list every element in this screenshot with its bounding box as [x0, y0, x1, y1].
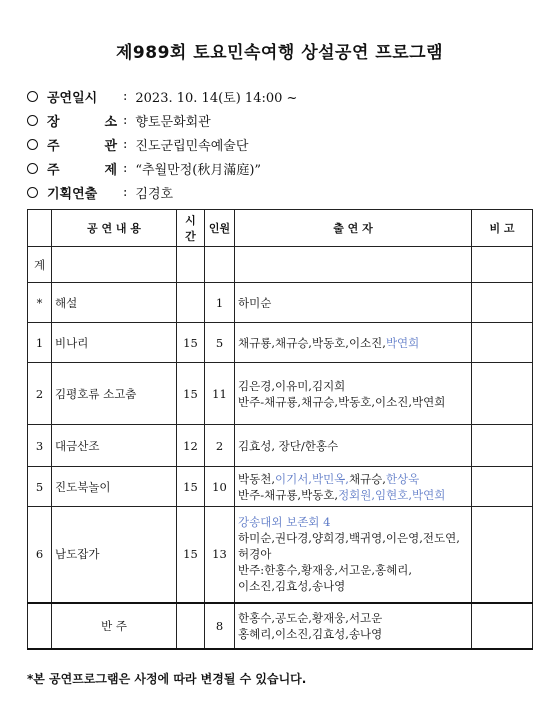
performer-names: 하미순: [238, 295, 272, 310]
cell-note: [472, 247, 533, 283]
cell-performers: [235, 363, 472, 425]
info-label: 장 소: [47, 114, 117, 130]
performer-names: 김은경,이유미,김지희: [238, 378, 346, 393]
info-value: 2023. 10. 14(토) 14:00 ~: [135, 90, 298, 106]
cell-content: 대금산조: [52, 425, 177, 467]
event-info: [27, 84, 297, 204]
cell-performers: [235, 247, 472, 283]
table-row: [28, 467, 533, 507]
cell-no: 계: [28, 247, 52, 283]
header-performers: 출 연 자: [235, 210, 472, 247]
header-people: 인원: [205, 210, 235, 247]
cell-no: 1: [28, 323, 52, 363]
cell-time: [177, 283, 205, 323]
page-title: 제989회 토요민속여행 상설공연 프로그램: [116, 43, 443, 63]
cell-content: 비나리: [52, 323, 177, 363]
cell-content: 해설: [52, 283, 177, 323]
performer-line: [238, 378, 468, 394]
cell-people: 2: [205, 425, 235, 467]
cell-no: 3: [28, 425, 52, 467]
performer-names: 채규룡,채규승,박동호,이소진,: [238, 335, 386, 350]
cell-note: [472, 425, 533, 467]
performer-names: 허경아: [238, 547, 272, 562]
info-row-director: 기획연출 : 김경호: [27, 180, 297, 204]
performer-line: [238, 626, 468, 642]
performer-names: 박연희: [385, 335, 420, 350]
performer-names: 박동천,: [238, 471, 275, 486]
performer-line: [238, 578, 468, 594]
performer-line: [238, 471, 468, 487]
cell-people: 10: [205, 467, 235, 507]
performer-names: 반주-채규룡,박동호,: [238, 487, 339, 502]
cell-no: 2: [28, 363, 52, 425]
cell-no: 6: [28, 507, 52, 603]
table-row: [28, 363, 533, 425]
performer-names: 반주:한홍수,황재웅,서고운,홍혜리,: [238, 563, 413, 578]
info-row-organizer: 주 관 : 진도군립민속예술단: [27, 132, 297, 156]
info-value: 김경호: [135, 186, 174, 202]
info-value: 진도군립민속예술단: [135, 138, 249, 154]
circle-bullet-icon: [27, 115, 38, 126]
cell-time: 15: [177, 507, 205, 603]
cell-people: [205, 247, 235, 283]
header-no: [28, 210, 52, 247]
cell-performers: [235, 323, 472, 363]
cell-note: [472, 467, 533, 507]
performer-line: [238, 546, 468, 562]
info-label: 주 제: [47, 162, 117, 178]
cell-time: 15: [177, 467, 205, 507]
cell-note: [472, 323, 533, 363]
header-note: 비 고: [472, 210, 533, 247]
info-label: 기획연출: [47, 186, 98, 202]
performer-names: 이기서,박민옥,: [274, 471, 349, 486]
header-time: 시간: [177, 210, 205, 247]
performer-line: [238, 394, 468, 410]
info-row-theme: 주 제 : “추월만정(秋月滿庭)”: [27, 156, 297, 180]
performer-names: 한홍수,공도순,황재웅,서고운: [238, 610, 383, 625]
info-row-datetime: 공연일시 : 2023. 10. 14(토) 14:00 ~: [27, 84, 297, 108]
cell-performers: [235, 467, 472, 507]
performer-names: 한상욱: [385, 471, 420, 486]
table-row: [28, 507, 533, 603]
circle-bullet-icon: [27, 163, 38, 174]
performer-line: [238, 295, 468, 311]
performer-names: 이소진,김효성,송나영: [238, 579, 346, 594]
cell-no: [28, 603, 52, 649]
performer-names: 홍혜리,이소진,김효성,송나영: [238, 626, 383, 641]
cell-time: [177, 603, 205, 649]
info-label: 주 관: [47, 138, 117, 154]
info-label: 공연일시: [47, 90, 98, 106]
performer-line: [238, 610, 468, 626]
info-row-venue: 장 소 : 향토문화회관: [27, 108, 297, 132]
performer-line: [238, 514, 468, 530]
cell-note: [472, 363, 533, 425]
performer-line: [238, 335, 468, 351]
performer-names: 김효성, 장단/한홍수: [238, 438, 339, 453]
cell-people: 1: [205, 283, 235, 323]
cell-no: *: [28, 283, 52, 323]
table-row: [28, 425, 533, 467]
cell-people: 8: [205, 603, 235, 649]
footnote: *본 공연프로그램은 사정에 따라 변경될 수 있습니다.: [27, 672, 307, 686]
cell-content: 남도잡가: [52, 507, 177, 603]
cell-time: 15: [177, 363, 205, 425]
cell-performers: [235, 507, 472, 603]
table-row: [28, 603, 533, 649]
circle-bullet-icon: [27, 91, 38, 102]
performer-line: [238, 487, 468, 503]
performer-names: 강송대외 보존회 4: [238, 515, 331, 530]
performer-line: [238, 562, 468, 578]
cell-content: 반 주: [52, 603, 177, 649]
table-row: [28, 247, 533, 283]
cell-content: 김평호류 소고춤: [52, 363, 177, 425]
cell-performers: [235, 283, 472, 323]
cell-note: [472, 603, 533, 649]
cell-people: 11: [205, 363, 235, 425]
performer-names: 채규승,: [348, 471, 386, 486]
performer-names: 반주-채규룡,채규승,박동호,이소진,박연희: [238, 394, 446, 409]
cell-time: 12: [177, 425, 205, 467]
circle-bullet-icon: [27, 139, 38, 150]
performer-names: 정회원,임현호,박연희: [338, 487, 446, 502]
table-header-row: [28, 210, 533, 247]
cell-content: 진도북놀이: [52, 467, 177, 507]
cell-time: 15: [177, 323, 205, 363]
performer-names: 하미순,권다경,양희경,백귀영,이은영,전도연,: [238, 531, 460, 546]
cell-people: 5: [205, 323, 235, 363]
cell-note: [472, 507, 533, 603]
info-value: 향토문화회관: [135, 114, 211, 130]
cell-content: [52, 247, 177, 283]
cell-performers: [235, 425, 472, 467]
cell-performers: [235, 603, 472, 649]
table-row: [28, 323, 533, 363]
header-content: 공 연 내 용: [52, 210, 177, 247]
cell-time: [177, 247, 205, 283]
performer-line: [238, 438, 468, 454]
cell-note: [472, 283, 533, 323]
circle-bullet-icon: [27, 187, 38, 198]
info-value: “추월만정(秋月滿庭)”: [135, 162, 262, 178]
cell-no: 5: [28, 467, 52, 507]
cell-people: 13: [205, 507, 235, 603]
performer-line: [238, 530, 468, 546]
program-table: [27, 209, 533, 650]
table-row: [28, 283, 533, 323]
